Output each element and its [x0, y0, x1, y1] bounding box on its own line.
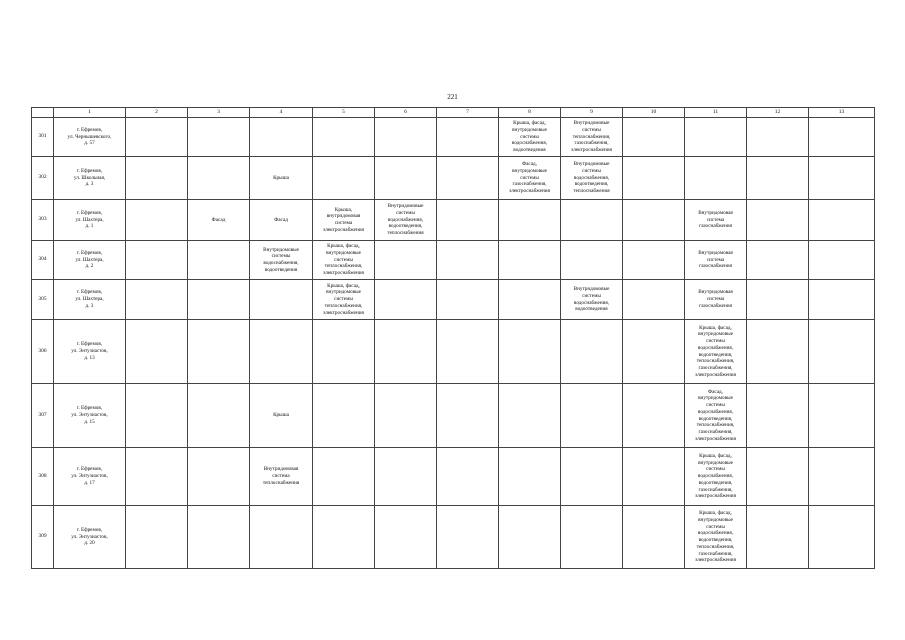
table-cell: Внутридомовая система газоснабжения [685, 241, 747, 280]
row-number: 306 [32, 320, 54, 384]
table-cell [375, 157, 437, 200]
table-cell [499, 506, 561, 569]
table-cell [437, 241, 499, 280]
table-cell [499, 448, 561, 506]
table-cell [437, 384, 499, 448]
header-cell: 3 [188, 108, 250, 118]
table-cell [685, 157, 747, 200]
address-cell: г. Ефремов, ул. Школьная, д. 3 [54, 157, 126, 200]
table-cell [747, 448, 809, 506]
table-cell [623, 320, 685, 384]
table-cell: Внутридомовая система газоснабжения [685, 280, 747, 320]
table-cell [375, 506, 437, 569]
table-cell [623, 384, 685, 448]
table-cell [499, 280, 561, 320]
table-cell [126, 157, 188, 200]
table-cell [437, 320, 499, 384]
table-cell [809, 448, 875, 506]
page-number: 221 [447, 93, 458, 101]
table-row [32, 384, 875, 448]
row-number: 303 [32, 200, 54, 241]
table-cell [188, 506, 250, 569]
address-cell: г. Ефремов, ул. Чернышевского, д. 57 [54, 118, 126, 157]
header-cell: 7 [437, 108, 499, 118]
row-number: 308 [32, 448, 54, 506]
table-cell [313, 384, 375, 448]
row-number: 304 [32, 241, 54, 280]
table-cell [375, 280, 437, 320]
table-cell [437, 448, 499, 506]
table-row [32, 200, 875, 241]
table-cell [126, 320, 188, 384]
table-cell [437, 157, 499, 200]
table-cell: Крыша, внутридомовая система электроснабжения [313, 200, 375, 241]
table-cell: Крыша, фасад, внутридомовые системы водоснабжения, водоотведения, теплоснабжения, газоснабжения, электроснабжения [685, 506, 747, 569]
table-cell [809, 200, 875, 241]
address-cell: г. Ефремов, ул. Шахтера, д. 1 [54, 200, 126, 241]
table-cell: Фасад, внутридомовые системы водоснабжения, водоотведения, теплоснабжения, газоснабжения, электроснабжения [685, 384, 747, 448]
table-cell [809, 118, 875, 157]
row-number: 309 [32, 506, 54, 569]
table-cell [437, 118, 499, 157]
address-cell: г. Ефремов, ул. Энтузиастов, д. 17 [54, 448, 126, 506]
table-cell: Крыша, фасад, внутридомовые системы водоснабжения, водоотведения, теплоснабжения, газоснабжения, электроснабжения [685, 320, 747, 384]
table-cell [623, 157, 685, 200]
table-cell: Внутридомовые системы водоснабжения, водоотведения, теплоснабжения [375, 200, 437, 241]
table-cell [188, 320, 250, 384]
table-cell [375, 448, 437, 506]
header-cell: 1 [54, 108, 126, 118]
table-cell [499, 241, 561, 280]
table-cell [126, 384, 188, 448]
table-cell: Фасад [250, 200, 313, 241]
header-cell: 2 [126, 108, 188, 118]
table-cell: Крыша [250, 384, 313, 448]
table-cell [623, 280, 685, 320]
table-cell: Крыша, фасад, внутридомовые системы теплоснабжения, электроснабжения [313, 241, 375, 280]
table-cell [747, 241, 809, 280]
table-cell: Крыша [250, 157, 313, 200]
table-row [32, 157, 875, 200]
table-cell [375, 320, 437, 384]
table-row [32, 280, 875, 320]
table-cell [437, 506, 499, 569]
table-cell [499, 200, 561, 241]
table-cell [126, 506, 188, 569]
header-cell: 5 [313, 108, 375, 118]
table-cell [561, 448, 623, 506]
table-row [32, 118, 875, 157]
table-cell [561, 506, 623, 569]
table-row [32, 506, 875, 569]
table-cell [809, 280, 875, 320]
table-cell [188, 280, 250, 320]
table-cell [437, 280, 499, 320]
table-cell: Внутридомовая система теплоснабжения [250, 448, 313, 506]
table-cell: Фасад [188, 200, 250, 241]
header-cell: 10 [623, 108, 685, 118]
table-cell [313, 506, 375, 569]
table-cell [561, 200, 623, 241]
table-cell [313, 118, 375, 157]
header-cell-blank [32, 108, 54, 118]
table-cell [499, 320, 561, 384]
table-cell: Внутридомовые системы теплоснабжения, газоснабжения, электроснабжения [561, 118, 623, 157]
table-cell [188, 157, 250, 200]
header-cell: 11 [685, 108, 747, 118]
table-cell [809, 384, 875, 448]
table-cell: Крыша, фасад, внутридомовые системы водоснабжения, водоотведения [499, 118, 561, 157]
table-cell [809, 320, 875, 384]
table-cell [623, 448, 685, 506]
table-cell [747, 157, 809, 200]
header-cell: 13 [809, 108, 875, 118]
table-cell: Крыша, фасад, внутридомовые системы водоснабжения, водоотведения, газоснабжения, электроснабжения [685, 448, 747, 506]
table-cell [313, 320, 375, 384]
table-cell [437, 200, 499, 241]
header-cell: 9 [561, 108, 623, 118]
table-cell [126, 280, 188, 320]
table-row [32, 448, 875, 506]
table-cell [809, 157, 875, 200]
table-cell: Внутридомовые системы водоснабжения, водоотведения [250, 241, 313, 280]
table-cell [126, 448, 188, 506]
table-cell [747, 506, 809, 569]
header-cell: 6 [375, 108, 437, 118]
table-cell [126, 200, 188, 241]
table-cell [188, 241, 250, 280]
table-cell [499, 384, 561, 448]
table-cell: Крыша, фасад, внутридомовые системы теплоснабжения, электроснабжения [313, 280, 375, 320]
table-cell [623, 241, 685, 280]
table-cell [250, 506, 313, 569]
table-cell [313, 157, 375, 200]
table-cell: Внутридомовые системы водоснабжения, водоотведения [561, 280, 623, 320]
table-cell [809, 241, 875, 280]
table-cell [561, 320, 623, 384]
table-cell: Внутридомовые системы водоснабжения, водоотведения, теплоснабжения [561, 157, 623, 200]
table-cell [747, 200, 809, 241]
table-cell [747, 384, 809, 448]
table-cell: Внутридомовая система газоснабжения [685, 200, 747, 241]
row-number: 305 [32, 280, 54, 320]
table-cell [623, 118, 685, 157]
row-number: 302 [32, 157, 54, 200]
table-cell [685, 118, 747, 157]
table-cell [375, 241, 437, 280]
table-cell [126, 241, 188, 280]
table-cell [375, 118, 437, 157]
header-cell: 12 [747, 108, 809, 118]
table-cell [561, 241, 623, 280]
table-cell [747, 320, 809, 384]
table-cell [188, 118, 250, 157]
table-header-row [32, 108, 875, 118]
table-cell [747, 280, 809, 320]
table-cell [623, 200, 685, 241]
address-cell: г. Ефремов, ул. Энтузиастов, д. 20 [54, 506, 126, 569]
address-cell: г. Ефремов, ул. Шахтера, д. 2 [54, 241, 126, 280]
header-cell: 8 [499, 108, 561, 118]
table-cell [809, 506, 875, 569]
table-cell [375, 384, 437, 448]
table-cell [126, 118, 188, 157]
table-cell [250, 320, 313, 384]
table-cell [188, 384, 250, 448]
address-cell: г. Ефремов, ул. Энтузиастов, д. 15 [54, 384, 126, 448]
row-number: 307 [32, 384, 54, 448]
table-cell [561, 384, 623, 448]
address-cell: г. Ефремов, ул. Шахтера, д. 3 [54, 280, 126, 320]
table-cell [747, 118, 809, 157]
table-row [32, 241, 875, 280]
table-cell [250, 118, 313, 157]
repair-schedule-table [31, 107, 875, 569]
table-row [32, 320, 875, 384]
address-cell: г. Ефремов, ул. Энтузиастов, д. 13 [54, 320, 126, 384]
table-cell [623, 506, 685, 569]
table-cell [313, 448, 375, 506]
row-number: 301 [32, 118, 54, 157]
table-cell [188, 448, 250, 506]
header-cell: 4 [250, 108, 313, 118]
table-cell: Фасад, внутридомовые системы газоснабжения, электроснабжения [499, 157, 561, 200]
table-cell [250, 280, 313, 320]
